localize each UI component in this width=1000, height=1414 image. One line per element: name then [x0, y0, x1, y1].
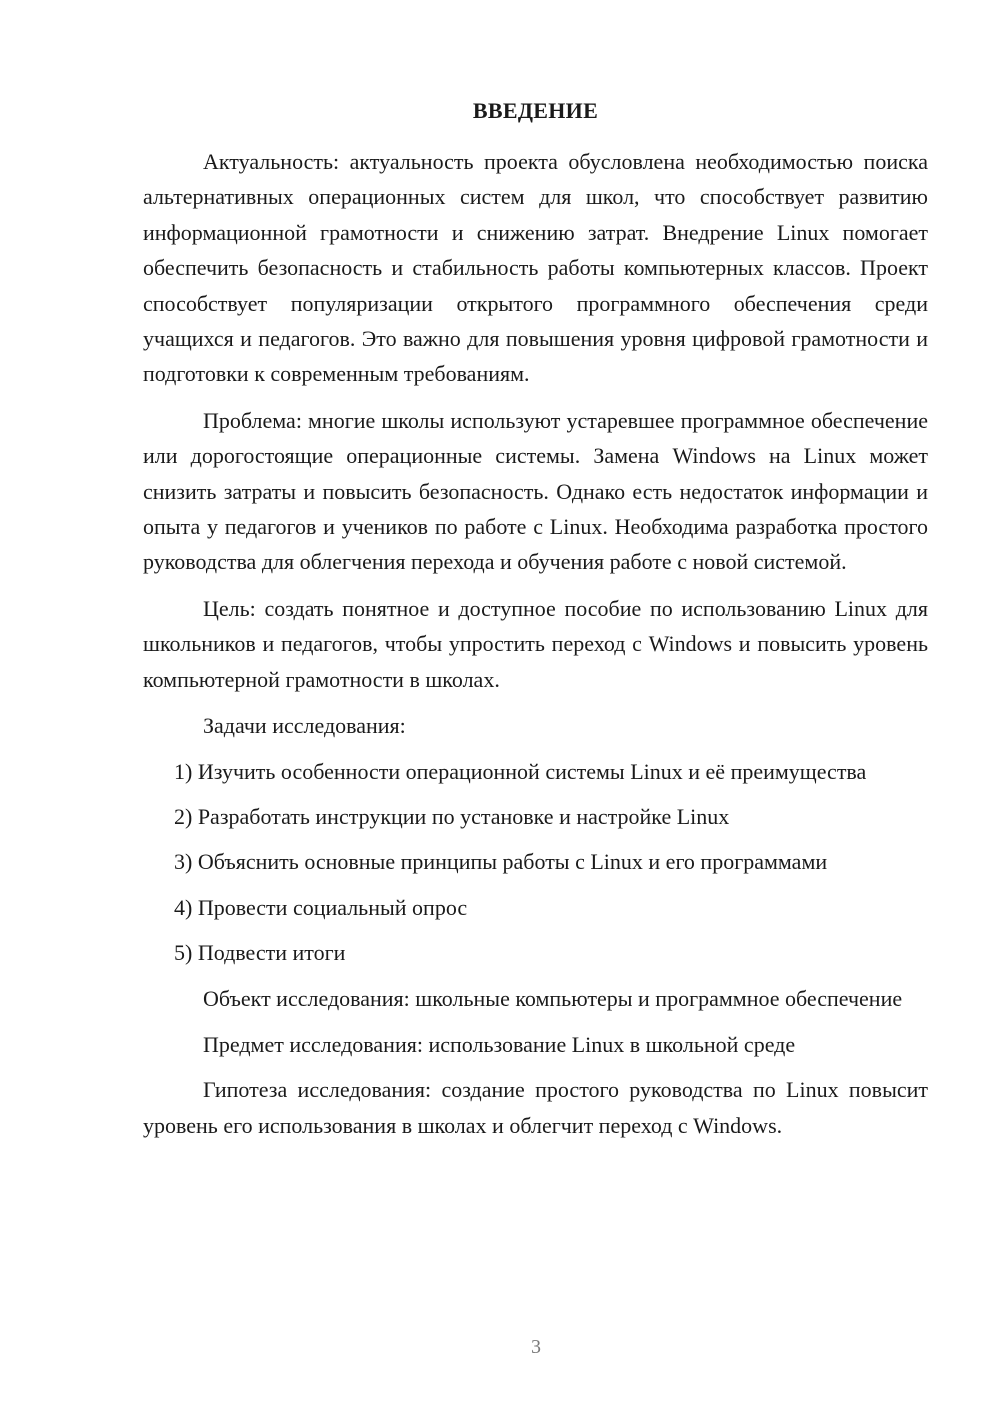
task-item: 4) Провести социальный опрос [174, 894, 468, 920]
goal-paragraph: Цель: создать понятное и доступное пособие по использованию Linux для школьников и педагогов, чтобы упростить переход с Windows и повысить уровень компьютерной грамотности в школах. [143, 595, 928, 692]
task-item: 1) Изучить особенности операционной системы Linux и её преимущества [174, 758, 867, 784]
document-body [143, 96, 928, 1154]
task-item: 3) Объяснить основные принципы работы с Linux и его программами [174, 849, 828, 875]
research-subject-paragraph: Предмет исследования: использование Linux в школьной среде [203, 1031, 796, 1057]
page-number: 3 [531, 1336, 541, 1358]
relevance-paragraph: Актуальность: актуальность проекта обусловлена необходимостью поиска альтернативных операционных систем для школ, что способствует развитию информационной грамотности и снижению затрат. Внедрение Linux помогает обеспечить безопасность и стабильность работы компьютерных классов. Проект способствует популяризации открытого программного обеспечения среди учащихся и педагогов. Это важно для повышения уровня цифровой грамотности и подготовки к современным требованиям. [143, 149, 928, 387]
problem-paragraph: Проблема: многие школы используют устаревшее программное обеспечение или дорогостоящие операционные системы. Замена Windows на Linux может снизить затраты и повысить безопасность. Однако есть недостаток информации и опыта у педагогов и учеников по работе с Linux. Необходима разработка простого руководства для облегчения перехода и обучения работе с новой системой. [143, 407, 928, 575]
research-object-paragraph: Объект исследования: школьные компьютеры и программное обеспечение [203, 985, 903, 1011]
task-item: 5) Подвести итоги [174, 940, 346, 966]
hypothesis-paragraph: Гипотеза исследования: создание простого руководства по Linux повысит уровень его использования в школах и облегчит переход с Windows. [143, 1077, 928, 1138]
task-item: 2) Разработать инструкции по установке и настройке Linux [174, 803, 730, 829]
section-title: ВВЕДЕНИЕ [472, 98, 599, 123]
tasks-heading: Задачи исследования: [203, 713, 406, 739]
